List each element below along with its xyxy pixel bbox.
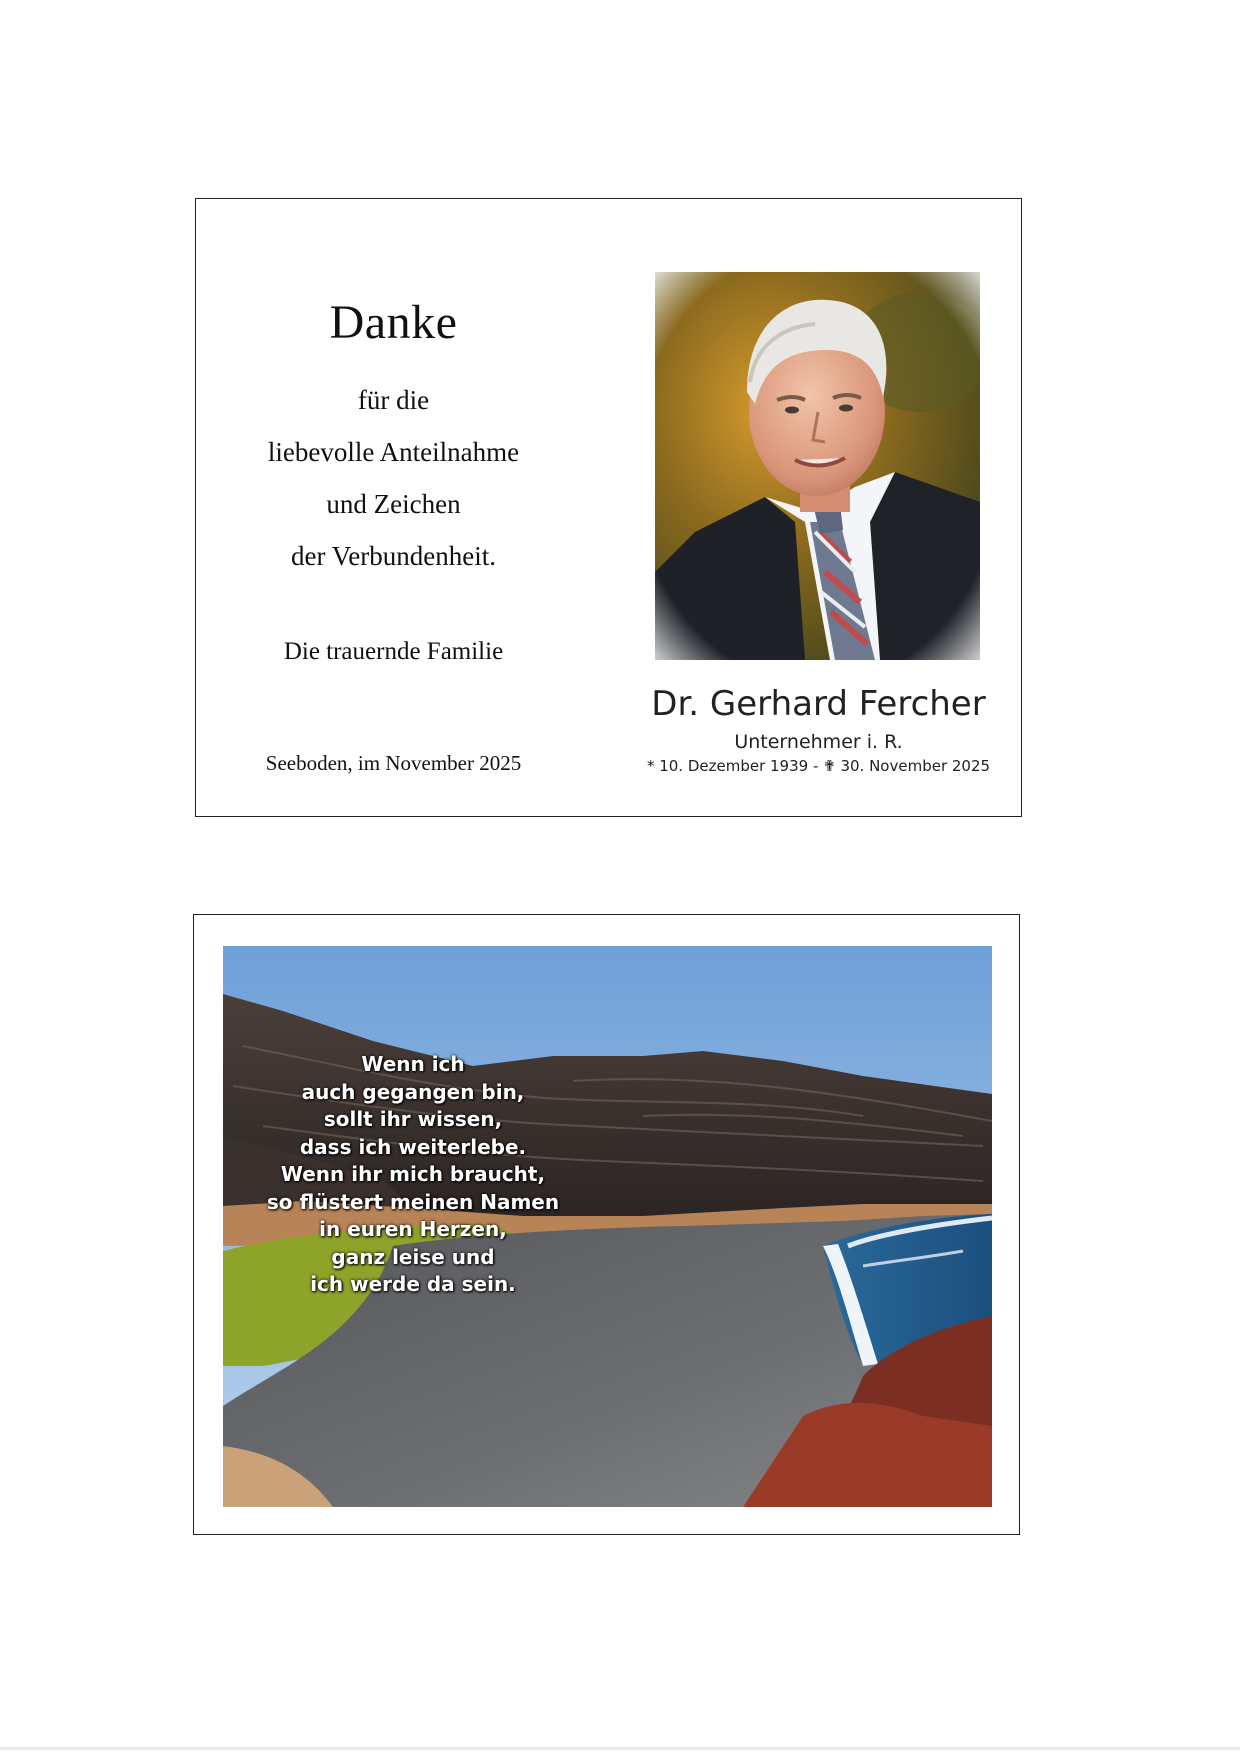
poem-line: auch gegangen bin,	[301, 1079, 525, 1104]
thanks-line: für die	[357, 385, 430, 415]
poem-line: sollt ihr wissen,	[323, 1107, 503, 1131]
family-signature: Die trauernde Familie	[283, 638, 504, 665]
poem-line: ich werde da sein.	[310, 1272, 516, 1296]
coastal-landscape-photo	[223, 946, 992, 1507]
poem-line: Wenn ihr mich braucht,	[280, 1162, 546, 1186]
thanks-line: liebevolle Anteilnahme	[267, 437, 520, 467]
card-title: Danke	[329, 296, 458, 349]
poem-line: Wenn ich	[361, 1052, 465, 1076]
deceased-profession: Unternehmer i. R.	[734, 731, 903, 753]
poem-line: dass ich weiterlebe.	[299, 1134, 527, 1159]
scan-edge	[0, 1747, 1240, 1750]
poem-line: ganz leise und	[331, 1244, 495, 1269]
poem-line: in euren Herzen,	[319, 1217, 507, 1241]
thanks-message	[196, 374, 591, 582]
place-and-date: Seeboden, im November 2025	[265, 751, 522, 775]
poem-text	[243, 1051, 583, 1299]
poem-line: so flüstert meinen Namen	[266, 1189, 560, 1214]
deceased-name: Dr. Gerhard Fercher	[651, 684, 986, 724]
thank-you-card	[195, 198, 1022, 817]
life-dates: * 10. Dezember 1939 - ✟ 30. November 2025	[646, 757, 991, 775]
thanks-line: der Verbundenheit.	[291, 541, 496, 571]
portrait-photo	[655, 272, 980, 660]
poem-card	[193, 914, 1020, 1535]
thanks-line: und Zeichen	[326, 489, 461, 519]
